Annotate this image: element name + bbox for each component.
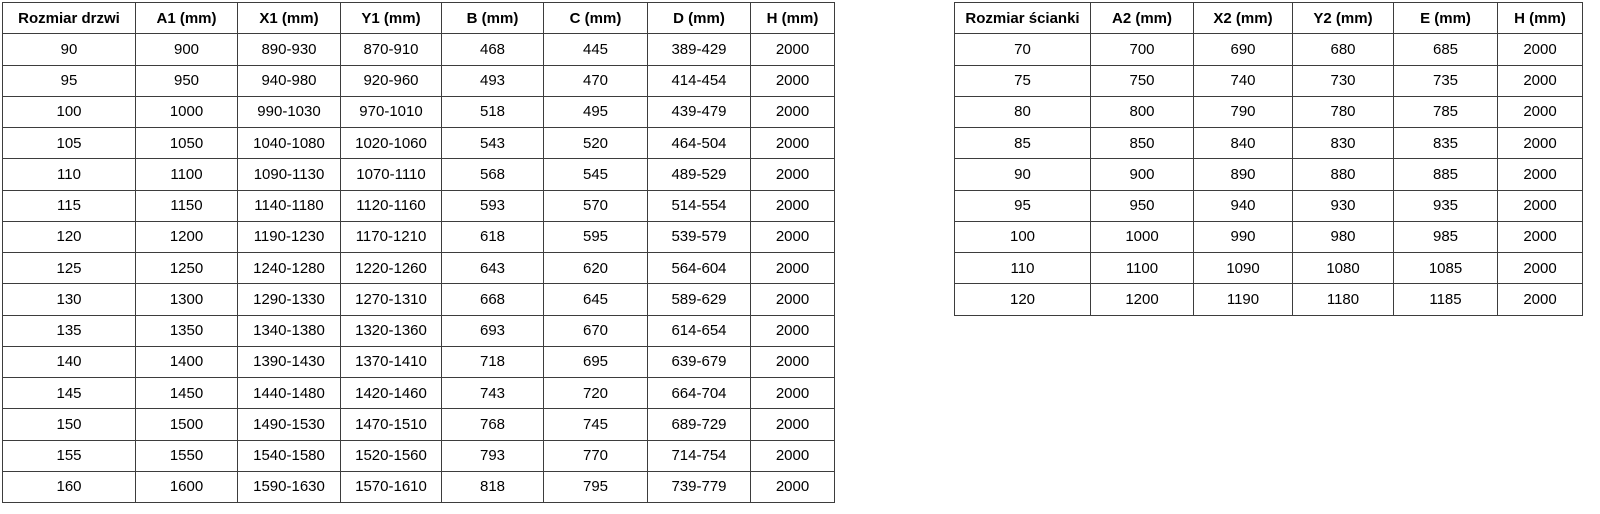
column-header: H (mm): [751, 3, 835, 34]
table-cell: 2000: [751, 471, 835, 502]
table-cell: 514-554: [648, 190, 751, 221]
table-cell: 1390-1430: [238, 346, 341, 377]
table-cell: 90: [955, 159, 1091, 190]
table-cell: 125: [3, 253, 136, 284]
table-cell: 2000: [751, 315, 835, 346]
table-row: [3, 34, 835, 65]
table-row: [955, 284, 1583, 315]
table-cell: 140: [3, 346, 136, 377]
table-cell: 100: [3, 96, 136, 127]
table-cell: 835: [1394, 128, 1498, 159]
table-cell: 870-910: [341, 34, 442, 65]
table-cell: 1350: [136, 315, 238, 346]
column-header: X1 (mm): [238, 3, 341, 34]
table-cell: 1270-1310: [341, 284, 442, 315]
table-cell: 785: [1394, 96, 1498, 127]
wall-size-table: [954, 2, 1583, 316]
table-row: [3, 409, 835, 440]
table-cell: 990-1030: [238, 96, 341, 127]
column-header: B (mm): [442, 3, 544, 34]
table-cell: 445: [544, 34, 648, 65]
table-row: [955, 65, 1583, 96]
table-cell: 2000: [1498, 253, 1583, 284]
table-cell: 2000: [751, 65, 835, 96]
table-row: [3, 471, 835, 502]
table-row: [3, 315, 835, 346]
table-cell: 2000: [751, 346, 835, 377]
table-cell: 135: [3, 315, 136, 346]
column-header: D (mm): [648, 3, 751, 34]
table-cell: 930: [1293, 190, 1394, 221]
table-cell: 85: [955, 128, 1091, 159]
table-cell: 1070-1110: [341, 159, 442, 190]
table-cell: 2000: [751, 190, 835, 221]
table-cell: 690: [1194, 34, 1293, 65]
table-row: [3, 378, 835, 409]
table-cell: 1440-1480: [238, 378, 341, 409]
table-row: [955, 190, 1583, 221]
table-row: [3, 159, 835, 190]
table-cell: 539-579: [648, 221, 751, 252]
column-header: Y2 (mm): [1293, 3, 1394, 34]
table-cell: 790: [1194, 96, 1293, 127]
table-cell: 1020-1060: [341, 128, 442, 159]
table-cell: 1050: [136, 128, 238, 159]
table-cell: 1040-1080: [238, 128, 341, 159]
table-cell: 900: [1091, 159, 1194, 190]
table-cell: 100: [955, 221, 1091, 252]
table-cell: 990: [1194, 221, 1293, 252]
table-cell: 1180: [1293, 284, 1394, 315]
table-cell: 2000: [751, 378, 835, 409]
table-cell: 160: [3, 471, 136, 502]
table-cell: 568: [442, 159, 544, 190]
table-cell: 2000: [1498, 65, 1583, 96]
table-cell: 2000: [1498, 96, 1583, 127]
table-cell: 2000: [1498, 190, 1583, 221]
table-cell: 2000: [1498, 34, 1583, 65]
table-cell: 739-779: [648, 471, 751, 502]
table-cell: 120: [955, 284, 1091, 315]
table-cell: 840: [1194, 128, 1293, 159]
table-cell: 518: [442, 96, 544, 127]
table-cell: 2000: [751, 159, 835, 190]
table-cell: 155: [3, 440, 136, 471]
table-cell: 1000: [136, 96, 238, 127]
table-cell: 768: [442, 409, 544, 440]
table-cell: 800: [1091, 96, 1194, 127]
table-cell: 795: [544, 471, 648, 502]
table-cell: 793: [442, 440, 544, 471]
table-cell: 520: [544, 128, 648, 159]
table-cell: 1420-1460: [341, 378, 442, 409]
table-cell: 589-629: [648, 284, 751, 315]
table-cell: 1100: [136, 159, 238, 190]
table-cell: 1470-1510: [341, 409, 442, 440]
table-cell: 464-504: [648, 128, 751, 159]
table-cell: 2000: [751, 409, 835, 440]
table-cell: 95: [3, 65, 136, 96]
table-cell: 700: [1091, 34, 1194, 65]
table-cell: 2000: [751, 96, 835, 127]
table-cell: 970-1010: [341, 96, 442, 127]
table-cell: 1490-1530: [238, 409, 341, 440]
table-cell: 2000: [751, 440, 835, 471]
table-cell: 720: [544, 378, 648, 409]
table-cell: 780: [1293, 96, 1394, 127]
table-cell: 695: [544, 346, 648, 377]
table-cell: 890-930: [238, 34, 341, 65]
table-cell: 880: [1293, 159, 1394, 190]
table-cell: 1150: [136, 190, 238, 221]
table-cell: 1100: [1091, 253, 1194, 284]
table-cell: 980: [1293, 221, 1394, 252]
table-cell: 2000: [1498, 221, 1583, 252]
table-cell: 1140-1180: [238, 190, 341, 221]
column-header: Rozmiar drzwi: [3, 3, 136, 34]
header-row: [955, 3, 1583, 34]
table-cell: 1190-1230: [238, 221, 341, 252]
table-cell: 740: [1194, 65, 1293, 96]
table-cell: 1320-1360: [341, 315, 442, 346]
table-cell: 885: [1394, 159, 1498, 190]
column-header: C (mm): [544, 3, 648, 34]
column-header: E (mm): [1394, 3, 1498, 34]
table-cell: 718: [442, 346, 544, 377]
table-cell: 1300: [136, 284, 238, 315]
door-size-table: [2, 2, 835, 503]
table-cell: 1090: [1194, 253, 1293, 284]
table-cell: 493: [442, 65, 544, 96]
table-cell: 564-604: [648, 253, 751, 284]
table-cell: 2000: [751, 253, 835, 284]
table-row: [955, 253, 1583, 284]
table-cell: 689-729: [648, 409, 751, 440]
header-row: [3, 3, 835, 34]
table-cell: 1290-1330: [238, 284, 341, 315]
table-cell: 1120-1160: [341, 190, 442, 221]
table-cell: 570: [544, 190, 648, 221]
table-cell: 495: [544, 96, 648, 127]
table-cell: 668: [442, 284, 544, 315]
table-cell: 1600: [136, 471, 238, 502]
table-cell: 110: [3, 159, 136, 190]
table-cell: 1540-1580: [238, 440, 341, 471]
table-cell: 1400: [136, 346, 238, 377]
table-cell: 1340-1380: [238, 315, 341, 346]
table-cell: 818: [442, 471, 544, 502]
table-cell: 1370-1410: [341, 346, 442, 377]
column-header: Rozmiar ścianki: [955, 3, 1091, 34]
table-cell: 130: [3, 284, 136, 315]
table-cell: 1520-1560: [341, 440, 442, 471]
table-cell: 1450: [136, 378, 238, 409]
table-cell: 714-754: [648, 440, 751, 471]
table-cell: 115: [3, 190, 136, 221]
table-cell: 618: [442, 221, 544, 252]
table-cell: 900: [136, 34, 238, 65]
table-row: [3, 190, 835, 221]
table-cell: 70: [955, 34, 1091, 65]
table-row: [955, 159, 1583, 190]
table-cell: 1220-1260: [341, 253, 442, 284]
table-cell: 735: [1394, 65, 1498, 96]
table-row: [3, 128, 835, 159]
table-cell: 75: [955, 65, 1091, 96]
table-cell: 685: [1394, 34, 1498, 65]
table-cell: 985: [1394, 221, 1498, 252]
table-cell: 2000: [1498, 284, 1583, 315]
table-row: [955, 221, 1583, 252]
table-cell: 1085: [1394, 253, 1498, 284]
table-cell: 2000: [751, 34, 835, 65]
table-cell: 1185: [1394, 284, 1498, 315]
table-cell: 1500: [136, 409, 238, 440]
table-cell: 2000: [751, 284, 835, 315]
table-cell: 543: [442, 128, 544, 159]
table-cell: 1200: [1091, 284, 1194, 315]
table-cell: 645: [544, 284, 648, 315]
column-header: X2 (mm): [1194, 3, 1293, 34]
table-row: [3, 96, 835, 127]
table-cell: 414-454: [648, 65, 751, 96]
column-header: A2 (mm): [1091, 3, 1194, 34]
column-header: H (mm): [1498, 3, 1583, 34]
table-cell: 110: [955, 253, 1091, 284]
table-cell: 639-679: [648, 346, 751, 377]
table-cell: 730: [1293, 65, 1394, 96]
table-cell: 620: [544, 253, 648, 284]
table-cell: 2000: [1498, 159, 1583, 190]
table-cell: 90: [3, 34, 136, 65]
table-cell: 593: [442, 190, 544, 221]
table-cell: 664-704: [648, 378, 751, 409]
table-cell: 1170-1210: [341, 221, 442, 252]
table-cell: 850: [1091, 128, 1194, 159]
table-row: [3, 221, 835, 252]
table-cell: 1190: [1194, 284, 1293, 315]
table-cell: 935: [1394, 190, 1498, 221]
column-header: Y1 (mm): [341, 3, 442, 34]
table-cell: 950: [136, 65, 238, 96]
table-cell: 1590-1630: [238, 471, 341, 502]
table-cell: 2000: [751, 128, 835, 159]
table-cell: 2000: [1498, 128, 1583, 159]
table-cell: 95: [955, 190, 1091, 221]
table-cell: 940-980: [238, 65, 341, 96]
table-cell: 1090-1130: [238, 159, 341, 190]
table-cell: 1080: [1293, 253, 1394, 284]
table-cell: 1570-1610: [341, 471, 442, 502]
table-cell: 750: [1091, 65, 1194, 96]
table-cell: 743: [442, 378, 544, 409]
table-cell: 595: [544, 221, 648, 252]
table-cell: 1240-1280: [238, 253, 341, 284]
table-cell: 105: [3, 128, 136, 159]
table-cell: 2000: [751, 221, 835, 252]
table-row: [3, 440, 835, 471]
table-cell: 950: [1091, 190, 1194, 221]
table-cell: 389-429: [648, 34, 751, 65]
table-cell: 1250: [136, 253, 238, 284]
table-cell: 80: [955, 96, 1091, 127]
table-cell: 439-479: [648, 96, 751, 127]
table-cell: 890: [1194, 159, 1293, 190]
table-cell: 545: [544, 159, 648, 190]
table-row: [955, 34, 1583, 65]
table-cell: 770: [544, 440, 648, 471]
table-cell: 920-960: [341, 65, 442, 96]
table-cell: 120: [3, 221, 136, 252]
table-row: [955, 96, 1583, 127]
table-cell: 643: [442, 253, 544, 284]
table-cell: 468: [442, 34, 544, 65]
table-row: [955, 128, 1583, 159]
table-cell: 1200: [136, 221, 238, 252]
table-row: [3, 284, 835, 315]
table-row: [3, 346, 835, 377]
table-cell: 470: [544, 65, 648, 96]
table-cell: 745: [544, 409, 648, 440]
table-cell: 150: [3, 409, 136, 440]
table-cell: 489-529: [648, 159, 751, 190]
table-cell: 145: [3, 378, 136, 409]
table-cell: 830: [1293, 128, 1394, 159]
table-cell: 680: [1293, 34, 1394, 65]
table-cell: 940: [1194, 190, 1293, 221]
table-row: [3, 253, 835, 284]
table-cell: 693: [442, 315, 544, 346]
table-cell: 670: [544, 315, 648, 346]
table-cell: 614-654: [648, 315, 751, 346]
column-header: A1 (mm): [136, 3, 238, 34]
table-row: [3, 65, 835, 96]
table-cell: 1550: [136, 440, 238, 471]
table-cell: 1000: [1091, 221, 1194, 252]
